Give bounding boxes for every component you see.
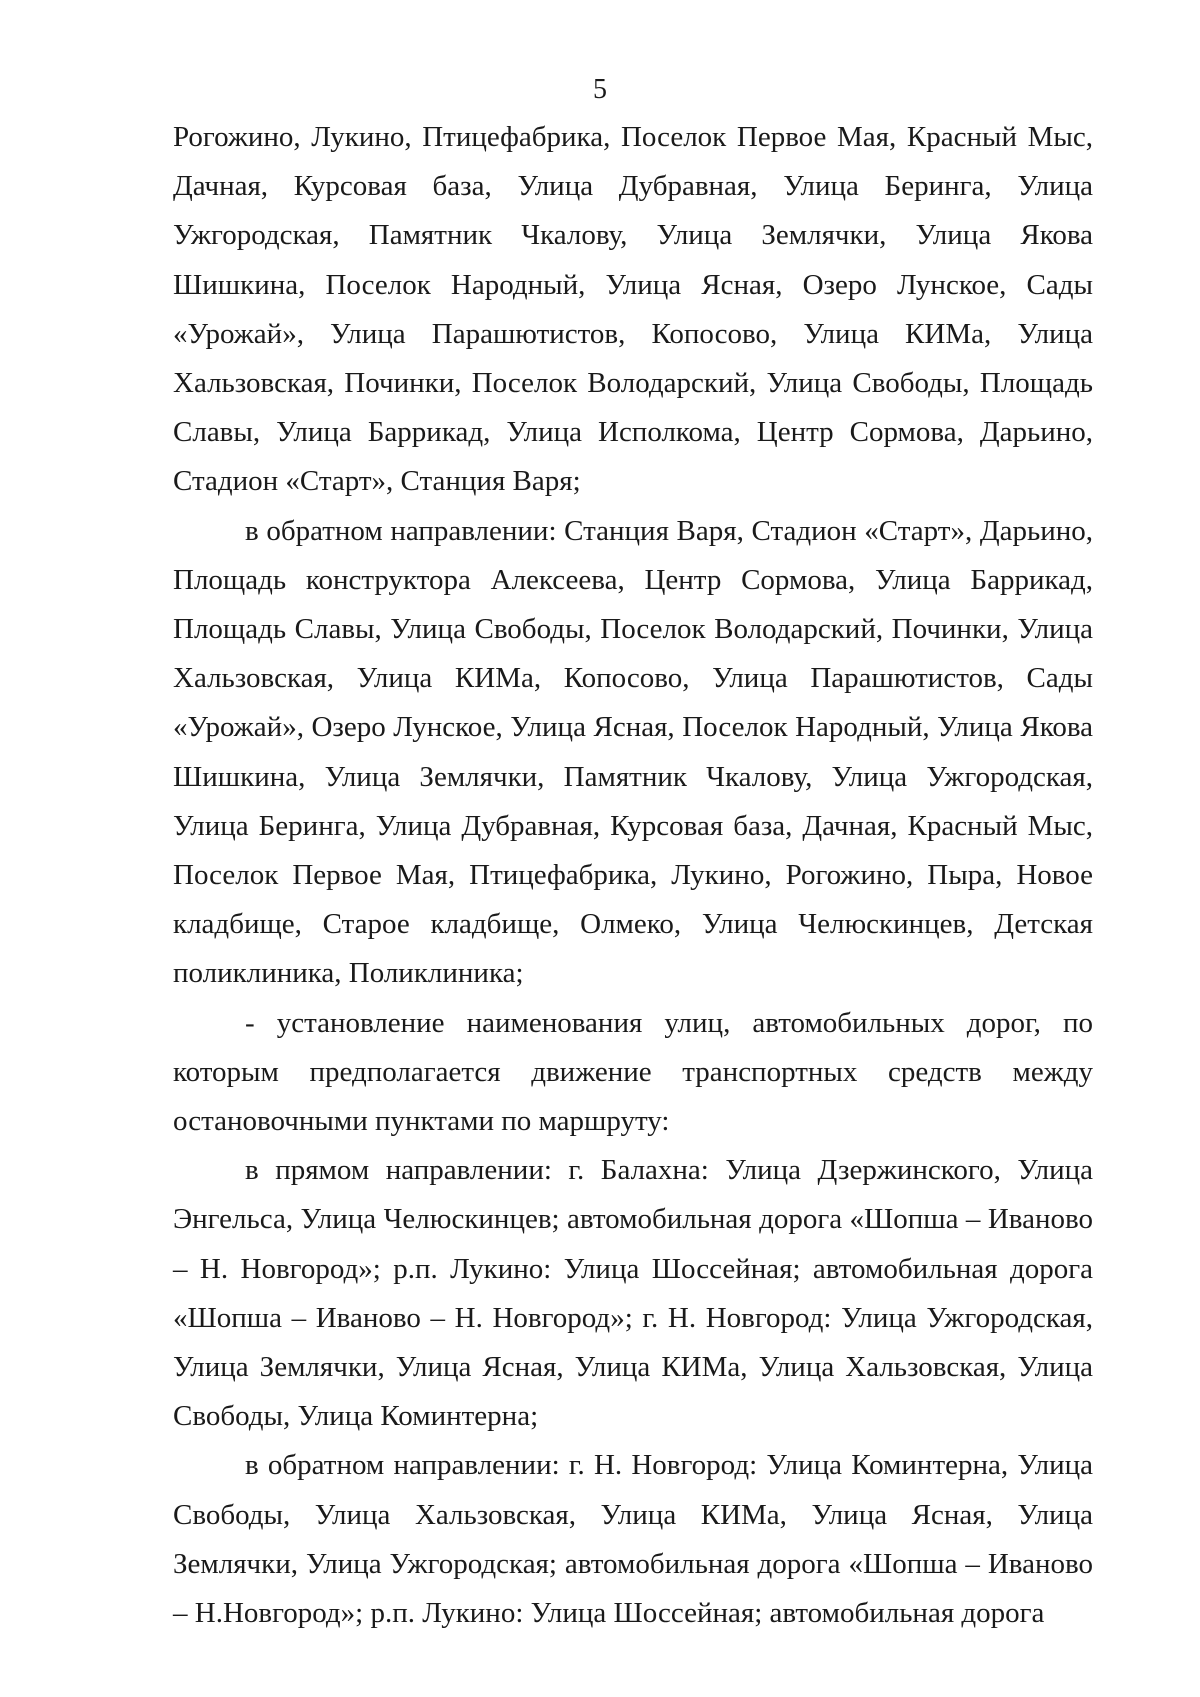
paragraph-reverse-stops: в обратном направлении: Станция Варя, Стадион «Старт», Дарьино, Площадь конструктора Алексеева, Центр Сормова, Улица Баррикад, Площадь Славы, Улица Свободы, Поселок Володарский, Починки, Улица Хальзовская, Улица КИМа, Копосово, Улица Парашютистов, Сады «Урожай», Озеро Лунское, Улица Ясная, Поселок Народный, Улица Якова Шишкина, Улица Землячки, Памятник Чкалову, Улица Ужгородская, Улица Беринга, Улица Дубравная, Курсовая база, Дачная, Красный Мыс, Поселок Первое Мая, Птицефабрика, Лукино, Рогожино, Пыра, Новое кладбище, Старое кладбище, Олмеко, Улица Челюскинцев, Детская поликлиника, Поликлиника; — [173, 514, 1093, 990]
document-body — [173, 113, 1093, 1638]
paragraph-reverse-streets: в обратном направлении: г. Н. Новгород: Улица Коминтерна, Улица Свободы, Улица Хальзовская, Улица КИМа, Улица Ясная, Улица Землячки, Улица Ужгородская; автомобильная дорога «Шопша – Иваново – Н.Новгород»; р.п. Лукино: Улица Шоссейная; автомобильная дорога — [173, 1449, 1093, 1630]
paragraph-streets-heading: - установление наименования улиц, автомобильных дорог, по которым предполагается движение транспортных средств между остановочными пунктами по маршруту: — [173, 1006, 1093, 1138]
page-number: 5 — [593, 74, 607, 105]
paragraph-forward-streets: в прямом направлении: г. Балахна: Улица Дзержинского, Улица Энгельса, Улица Челюскинцев; автомобильная дорога «Шопша – Иваново – Н. Новгород»; р.п. Лукино: Улица Шоссейная; автомобильная дорога «Шопша – Иваново – Н. Новгород»; г. Н. Новгород: Улица Ужгородская, Улица Землячки, Улица Ясная, Улица КИМа, Улица Хальзовская, Улица Свободы, Улица Коминтерна; — [173, 1154, 1093, 1433]
paragraph-forward-stops-continued: Рогожино, Лукино, Птицефабрика, Поселок Первое Мая, Красный Мыс, Дачная, Курсовая база, Улица Дубравная, Улица Беринга, Улица Ужгородская, Памятник Чкалову, Улица Землячки, Улица Якова Шишкина, Поселок Народный, Улица Ясная, Озеро Лунское, Сады «Урожай», Улица Парашютистов, Копосово, Улица КИМа, Улица Хальзовская, Починки, Поселок Володарский, Улица Свободы, Площадь Славы, Улица Баррикад, Улица Исполкома, Центр Сормова, Дарьино, Стадион «Старт», Станция Варя; — [173, 121, 1093, 498]
